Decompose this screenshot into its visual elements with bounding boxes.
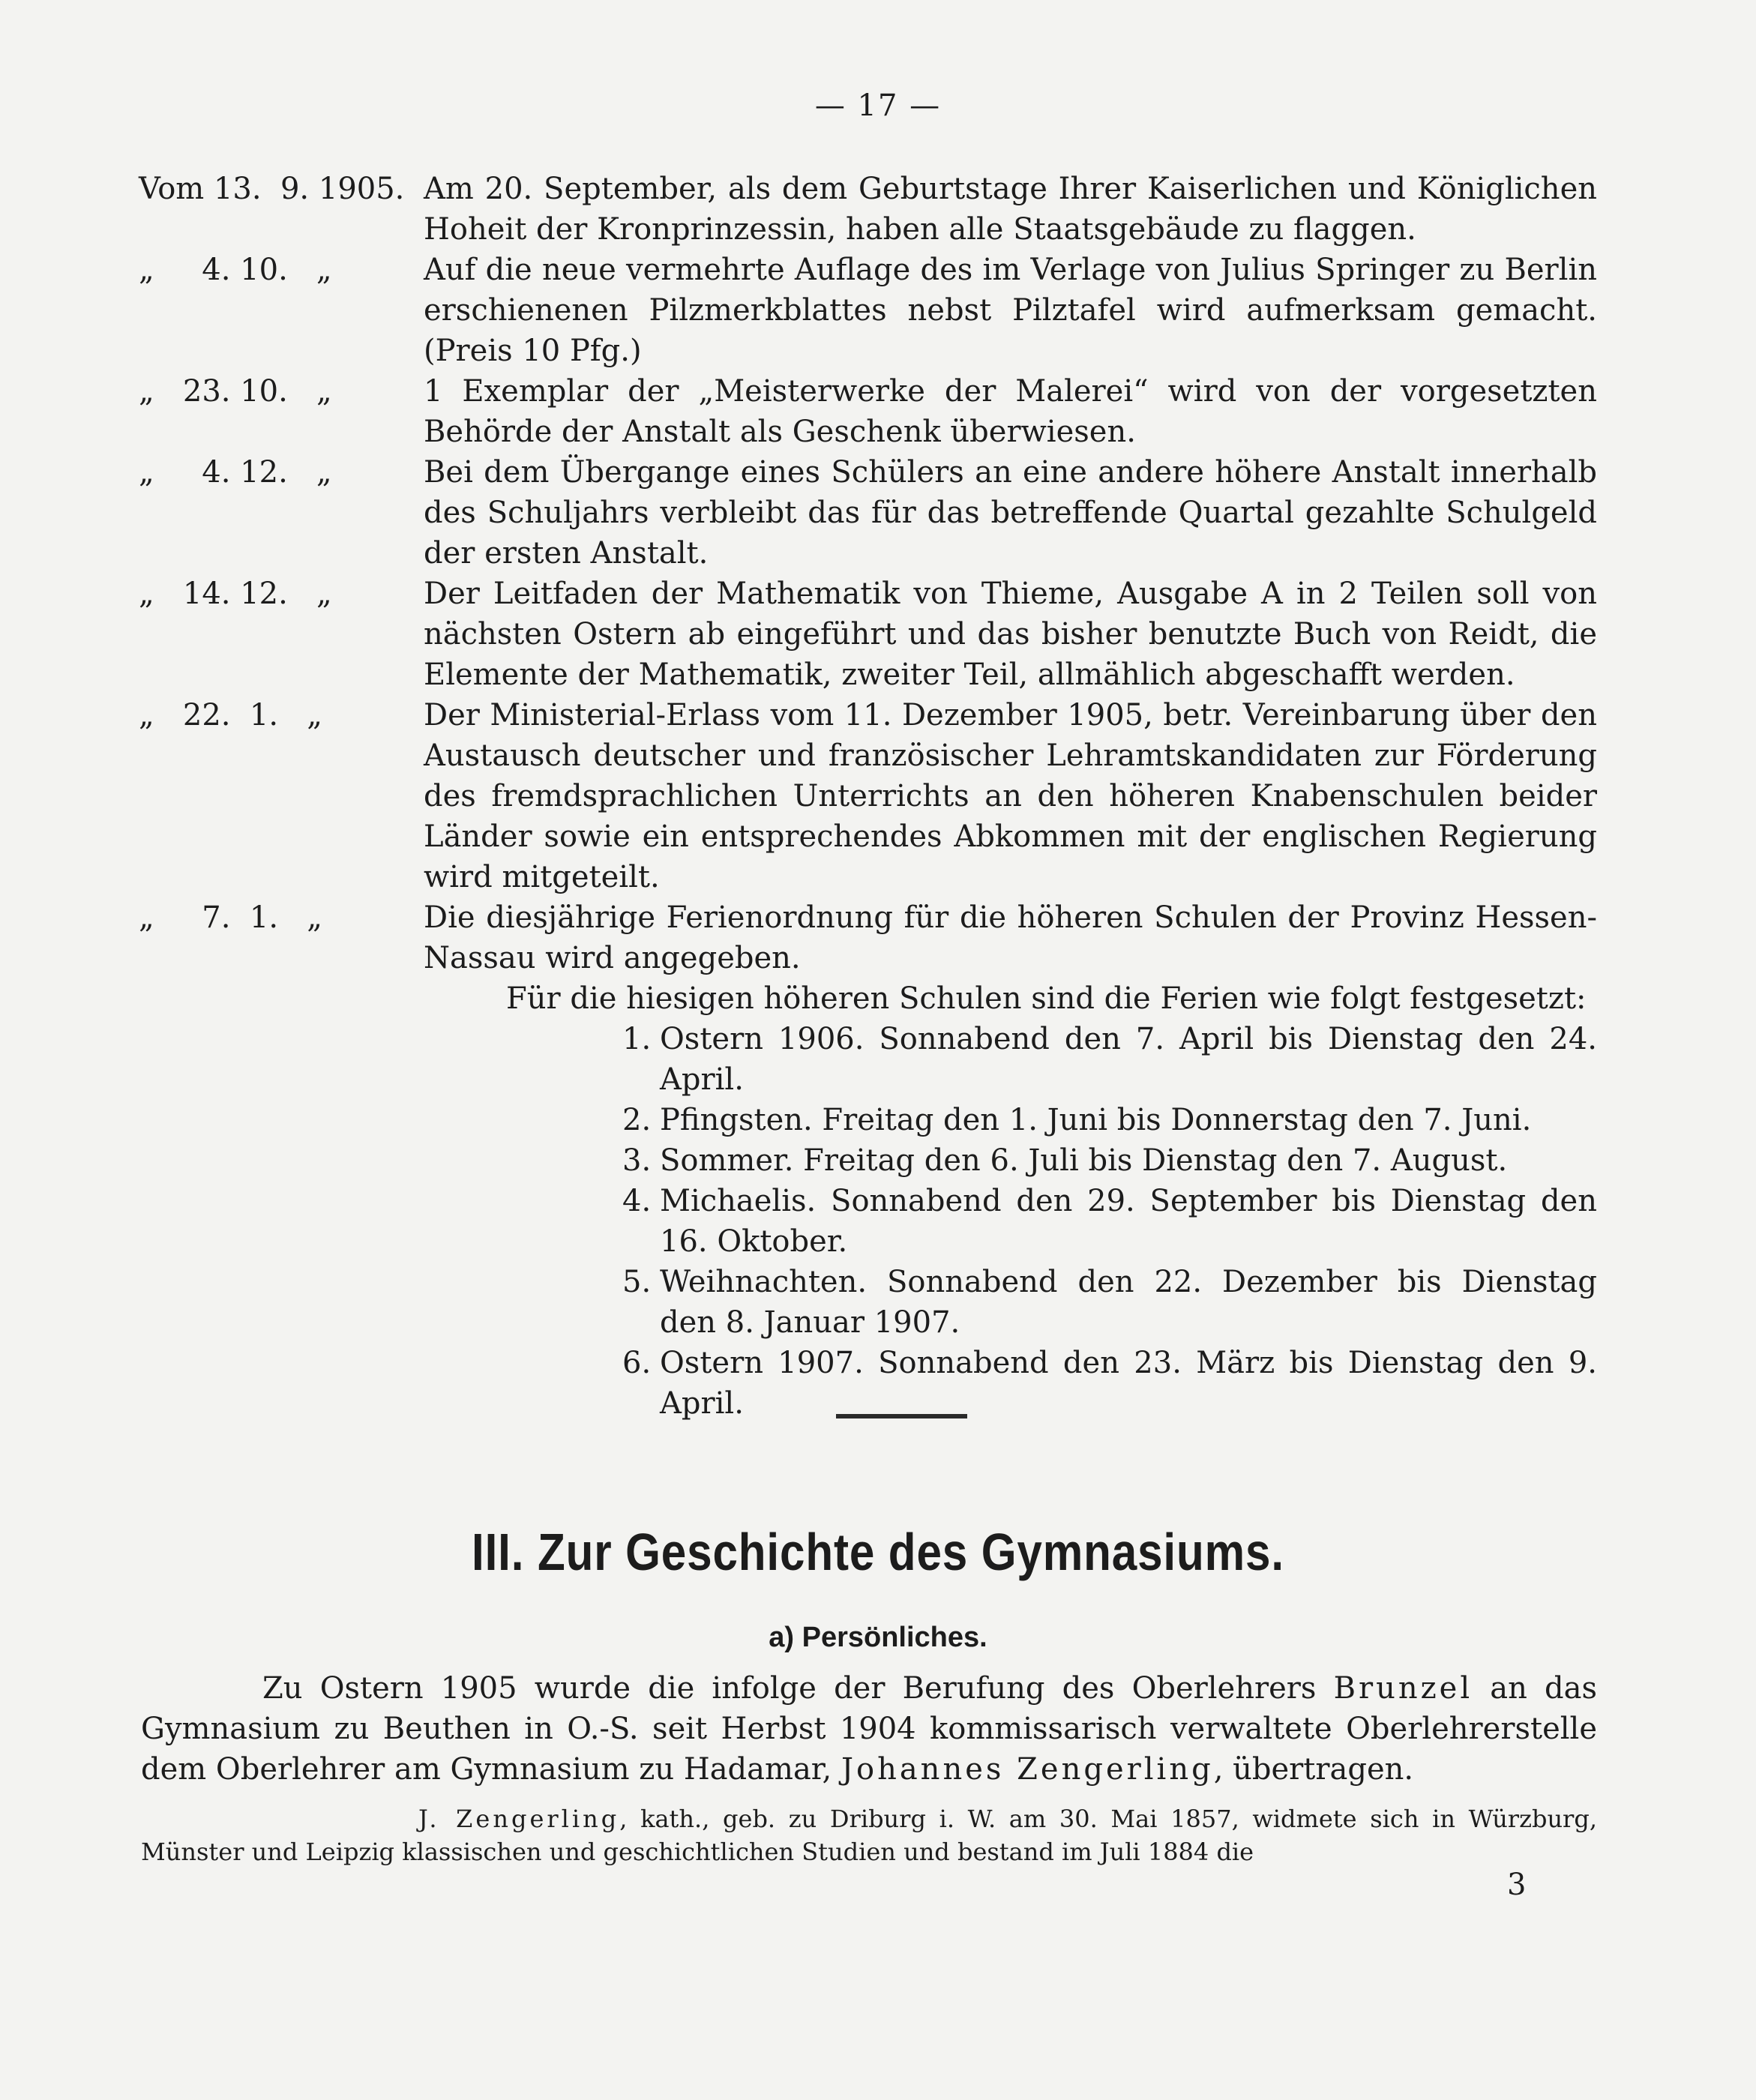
decree-list (139, 169, 1597, 1424)
section-divider (836, 1414, 967, 1418)
holiday-number: 1. (622, 1022, 652, 1056)
section-title: III. Zur Geschichte des Gymnasiums. (472, 1523, 1284, 1581)
decree-text: 1 Exemplar der „Meisterwerke der Malerei“ wird von der vorgesetzten Behörde der Anstalt als Geschenk überwiesen. (424, 374, 1597, 449)
decree-entry (139, 897, 1597, 978)
decree-date: „ 23. 10. „ (139, 374, 332, 409)
holiday-text: Weihnachten. Sonnabend den 22. Dezember bis Dienstag den 8. Januar 1907. (660, 1265, 1597, 1340)
holiday-item (622, 1140, 1597, 1181)
decree-date: „ 14. 12. „ (139, 577, 332, 611)
holiday-text: Michaelis. Sonnabend den 29. September bis Dienstag den 16. Oktober. (660, 1184, 1597, 1259)
holiday-item (622, 1343, 1597, 1424)
holiday-number: 4. (622, 1184, 652, 1218)
signature-mark: 3 (1507, 1868, 1527, 1902)
decree-date: „ 22. 1. „ (139, 698, 322, 732)
footnote-name: J. Zengerling (418, 1805, 620, 1833)
holiday-number: 6. (622, 1346, 652, 1380)
person-name: Johannes Zengerling (841, 1752, 1214, 1787)
holiday-text: Sommer. Freitag den 6. Juli bis Dienstag den 7. August. (660, 1143, 1508, 1178)
decree-text: Bei dem Übergange eines Schülers an eine andere höhere Anstalt innerhalb des Schuljahrs verbleibt das für das betreffende Quartal gezahlte Schulgeld der ersten Anstalt. (424, 455, 1597, 571)
body-paragraph (141, 1668, 1597, 1790)
holiday-number: 2. (622, 1103, 652, 1137)
holiday-number: 5. (622, 1265, 652, 1299)
holiday-item (622, 1181, 1597, 1262)
decree-entry (139, 169, 1597, 250)
decree-date: „ 4. 12. „ (139, 455, 332, 490)
decree-text: Der Ministerial-Erlass vom 11. Dezember 1905, betr. Vereinbarung über den Austausch deutscher und französischer Lehramtskandidaten zur Förderung des fremdsprachlichen Unterrichts an den höheren Knabenschulen beider Länder sowie ein entsprechendes Abkommen mit der englischen Regierung wird mitgeteilt. (424, 698, 1597, 894)
person-name: Brunzel (1333, 1671, 1473, 1706)
holiday-text: Ostern 1906. Sonnabend den 7. April bis Dienstag den 24. April. (660, 1022, 1597, 1097)
decree-date: „ 4. 10. „ (139, 253, 332, 287)
decree-entry (139, 695, 1597, 897)
body-text: , übertragen. (1213, 1752, 1414, 1787)
holiday-item (622, 1100, 1597, 1140)
footnote-text: , kath., geb. zu Driburg i. W. am 30. Mai 1857, widmete sich in Würzburg, Münster und Leipzig klassischen und geschichtlichen Studien und bestand im Juli 1884 die (141, 1805, 1598, 1866)
decree-text: Auf die neue vermehrte Auflage des im Verlage von Julius Springer zu Berlin erschienenen Pilzmerkblattes nebst Pilztafel wird aufmerksam gemacht. (Preis 10 Pfg.) (424, 253, 1597, 368)
decree-date: „ 7. 1. „ (139, 900, 322, 935)
footnote (141, 1802, 1597, 1868)
holiday-text: Pfingsten. Freitag den 1. Juni bis Donnerstag den 7. Juni. (660, 1103, 1532, 1137)
holiday-text: Ostern 1907. Sonnabend den 23. März bis Dienstag den 9. April. (660, 1346, 1597, 1421)
decree-entry (139, 452, 1597, 574)
decree-date: Vom 13. 9. 1905. (139, 172, 405, 206)
body-text: an das Gymnasium zu Beuthen in O.-S. seit Herbst 1904 kommissarisch verwaltete Oberlehrerstelle dem Oberlehrer am Gymnasium zu Hadamar, (141, 1671, 1597, 1787)
decree-entry (139, 574, 1597, 695)
decree-text: Der Leitfaden der Mathematik von Thieme, Ausgabe A in 2 Teilen soll von nächsten Ostern ab eingeführt und das bisher benutzte Buch von Reidt, die Elemente der Mathematik, zweiter Teil, allmählich abgeschafft werden. (424, 577, 1597, 692)
holiday-list (622, 1019, 1597, 1424)
holiday-item (622, 1019, 1597, 1100)
subsection-title: a) Persönliches. (769, 1622, 987, 1653)
holiday-item (622, 1262, 1597, 1343)
decree-entry (139, 371, 1597, 452)
decree-text: Am 20. September, als dem Geburtstage Ihrer Kaiserlichen und Königlichen Hoheit der Kronprinzessin, haben alle Staatsgebäude zu flaggen. (424, 172, 1597, 247)
decree-entry (139, 250, 1597, 371)
holiday-number: 3. (622, 1143, 652, 1178)
body-text: Zu Ostern 1905 wurde die infolge der Berufung des Oberlehrers (262, 1671, 1334, 1706)
holiday-intro: Für die hiesigen höheren Schulen sind die Ferien wie folgt festgesetzt: (506, 981, 1587, 1016)
decree-text: Die diesjährige Ferienordnung für die höheren Schulen der Provinz Hessen-Nassau wird angegeben. (424, 900, 1597, 975)
page-number: — 17 — (814, 88, 942, 123)
